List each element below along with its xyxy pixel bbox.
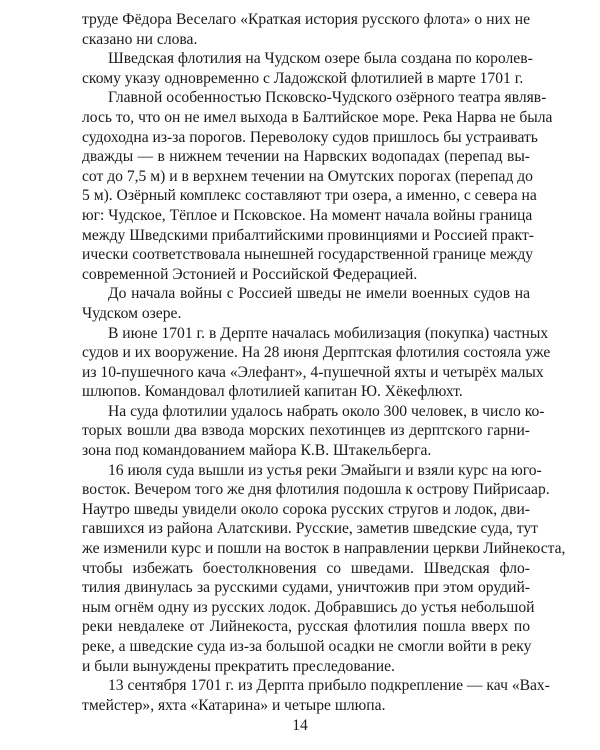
paragraph — [82, 88, 553, 284]
text-line: реке, а шведские суда из-за большой осадки не смогли войти в реку — [82, 638, 532, 655]
text-line: 13 сентября 1701 г. из Дерпта прибыло подкрепление — кач «Вах- — [108, 677, 550, 695]
text-line: сказано ни слова. — [82, 30, 198, 48]
text-line: На суда флотилии удалось набрать около 300 человек, в число ко- — [108, 402, 545, 420]
text-line: шлюпов. Командовал флотилией капитан Ю. Хёкефлюхт. — [82, 383, 463, 401]
paragraph — [82, 676, 550, 715]
text-line: тилия двинулась за русскими судами, уничтожив при этом орудий- — [82, 579, 530, 597]
paragraph — [82, 461, 566, 677]
text-line: восток. Вечером того же дня флотилия подошла к острову Пийрисаар. — [82, 481, 550, 499]
text-line: реки невдалеке от Лийнекоста, русская флотилия пошла вверх по — [82, 618, 530, 636]
paragraph — [82, 402, 545, 461]
text-line: труде Фёдора Веселаго «Краткая история русского флота» о них не — [82, 11, 530, 28]
text-line: сот до 7,5 м) и в верхнем течении на Омутских порогах (перепад до — [82, 167, 533, 185]
paragraph — [82, 284, 530, 323]
paragraph — [82, 324, 551, 402]
text-line: юг: Чудское, Тёплое и Псковское. На момент начала войны граница — [82, 206, 533, 224]
text-line: современной Эстонией и Российской Федерацией. — [82, 265, 418, 283]
text-line: тмейстер», яхта «Катарина» и четыре шлюпа. — [82, 696, 386, 714]
text-line: Шведская флотилия на Чудском озере была создана по королев- — [108, 50, 533, 68]
paragraph — [82, 49, 533, 88]
text-line: В июне 1701 г. в Дерпте началась мобилизация (покупка) частных — [108, 324, 549, 342]
text-line: же изменили курс и пошли на восток в направлении церкви Лийнекоста, — [82, 540, 566, 558]
text-line: Наутро шведы увидели около сорока русских стругов и лодок, дви- — [82, 500, 530, 518]
text-line: лось то, что он не имел выхода в Балтийское море. Река Нарва не была — [82, 108, 553, 126]
paragraph — [82, 10, 530, 49]
text-line: гавшихся из района Алатскиви. Русские, заметив шведские суда, тут — [82, 520, 538, 538]
text-line: Главной особенностью Псковско-Чудского озёрного театра являв- — [108, 89, 547, 107]
book-page-text — [82, 10, 566, 715]
text-line: судоходна из-за порогов. Переволоку судов пришлось бы устраивать — [82, 128, 538, 146]
text-line: зона под командованием майора К.В. Штакельберга. — [82, 442, 432, 460]
text-line: судов и их вооружение. На 28 июня Дерптская флотилия состояла уже — [82, 344, 551, 362]
text-line: и были вынуждены прекратить преследование. — [82, 657, 395, 675]
text-line: 16 июля суда вышли из устья реки Эмайыги и взяли курс на юго- — [108, 461, 542, 479]
text-line: ически соответствовала нынешней государственной границе между — [82, 246, 534, 264]
page-number: 14 — [292, 717, 308, 734]
text-line: из 10-пушечного кача «Элефант», 4-пушечной яхты и четырёх малых — [82, 363, 544, 381]
text-line: ным огнём одну из русских лодок. Добравшись до устья небольшой — [82, 598, 535, 616]
text-line: До начала войны с Россией шведы не имели военных судов на — [108, 285, 530, 303]
text-line: Чудском озере. — [82, 304, 182, 322]
text-line: скому указу одновременно с Ладожской флотилией в марте 1701 г. — [82, 69, 524, 87]
text-line: между Шведскими прибалтийскими провинциями и Россией практ- — [82, 226, 534, 244]
text-line: чтобы избежать боестолкновения со шведами. Шведская фло- — [82, 559, 530, 577]
text-line: торых вошли два взвода морских пехотинцев из дерптского гарни- — [82, 422, 530, 440]
text-line: 5 м). Озёрный комплекс составляют три озера, а именно, с севера на — [82, 187, 537, 205]
text-line: дважды — в нижнем течении на Нарвских водопадах (перепад вы- — [82, 148, 530, 166]
